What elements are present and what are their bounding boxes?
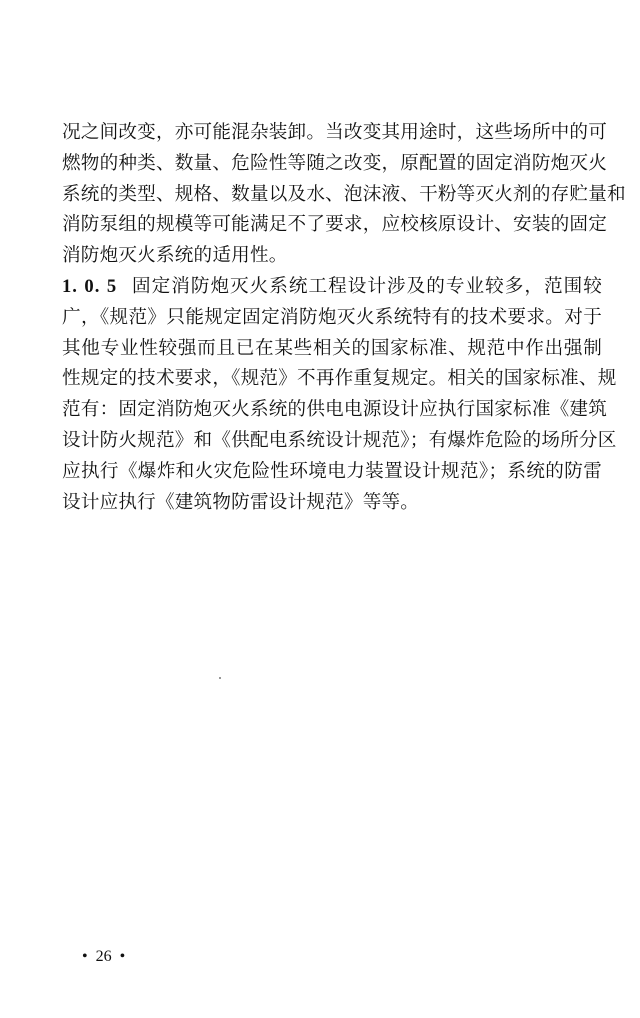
- text-line: 范有：固定消防炮灭火系统的供电电源设计应执行国家标准《建筑: [62, 399, 608, 421]
- scan-speck: [219, 677, 221, 679]
- text-line: 其他专业性较强而且已在某些相关的国家标准、规范中作出强制: [62, 337, 602, 359]
- clause-first-line-text: 固定消防炮灭火系统工程设计涉及的专业较多，范围较: [131, 275, 602, 297]
- text-line: 燃物的种类、数量、危险性等随之改变，原配置的固定消防炮灭火: [62, 152, 608, 174]
- text-line: 设计防火规范》和《供配电系统设计规范》；有爆炸危险的场所分区: [62, 429, 617, 451]
- text-line: 消防炮灭火系统的适用性。: [62, 245, 288, 267]
- text-line: 设计应执行《建筑物防雷设计规范》等等。: [62, 491, 420, 513]
- text-line: 应执行《爆炸和火灾危险性环境电力装置设计规范》；系统的防雷: [62, 460, 602, 482]
- page-footer: [74, 948, 133, 966]
- text-line: 性规定的技术要求，《规范》不再作重复规定。相关的国家标准、规: [62, 368, 617, 390]
- clause-first-line: [62, 272, 602, 303]
- text-line: 消防泵组的规模等可能满足不了要求，应校核原设计、安装的固定: [62, 214, 608, 236]
- footer-bullet-right: •: [119, 948, 126, 965]
- clause-number: 1. 0. 5: [62, 275, 118, 297]
- page-number: 26: [95, 948, 112, 965]
- text-line: 况之间改变，亦可能混杂装卸。当改变其用途时，这些场所中的可: [62, 122, 608, 143]
- text-line: 系统的类型、规格、数量以及水、泡沫液、干粉等灭火剂的存贮量和: [62, 183, 626, 205]
- text-line: 广，《规范》只能规定固定消防炮灭火系统特有的技术要求。对于: [62, 306, 602, 328]
- body-text: [62, 118, 626, 518]
- footer-bullet-left: •: [82, 948, 88, 965]
